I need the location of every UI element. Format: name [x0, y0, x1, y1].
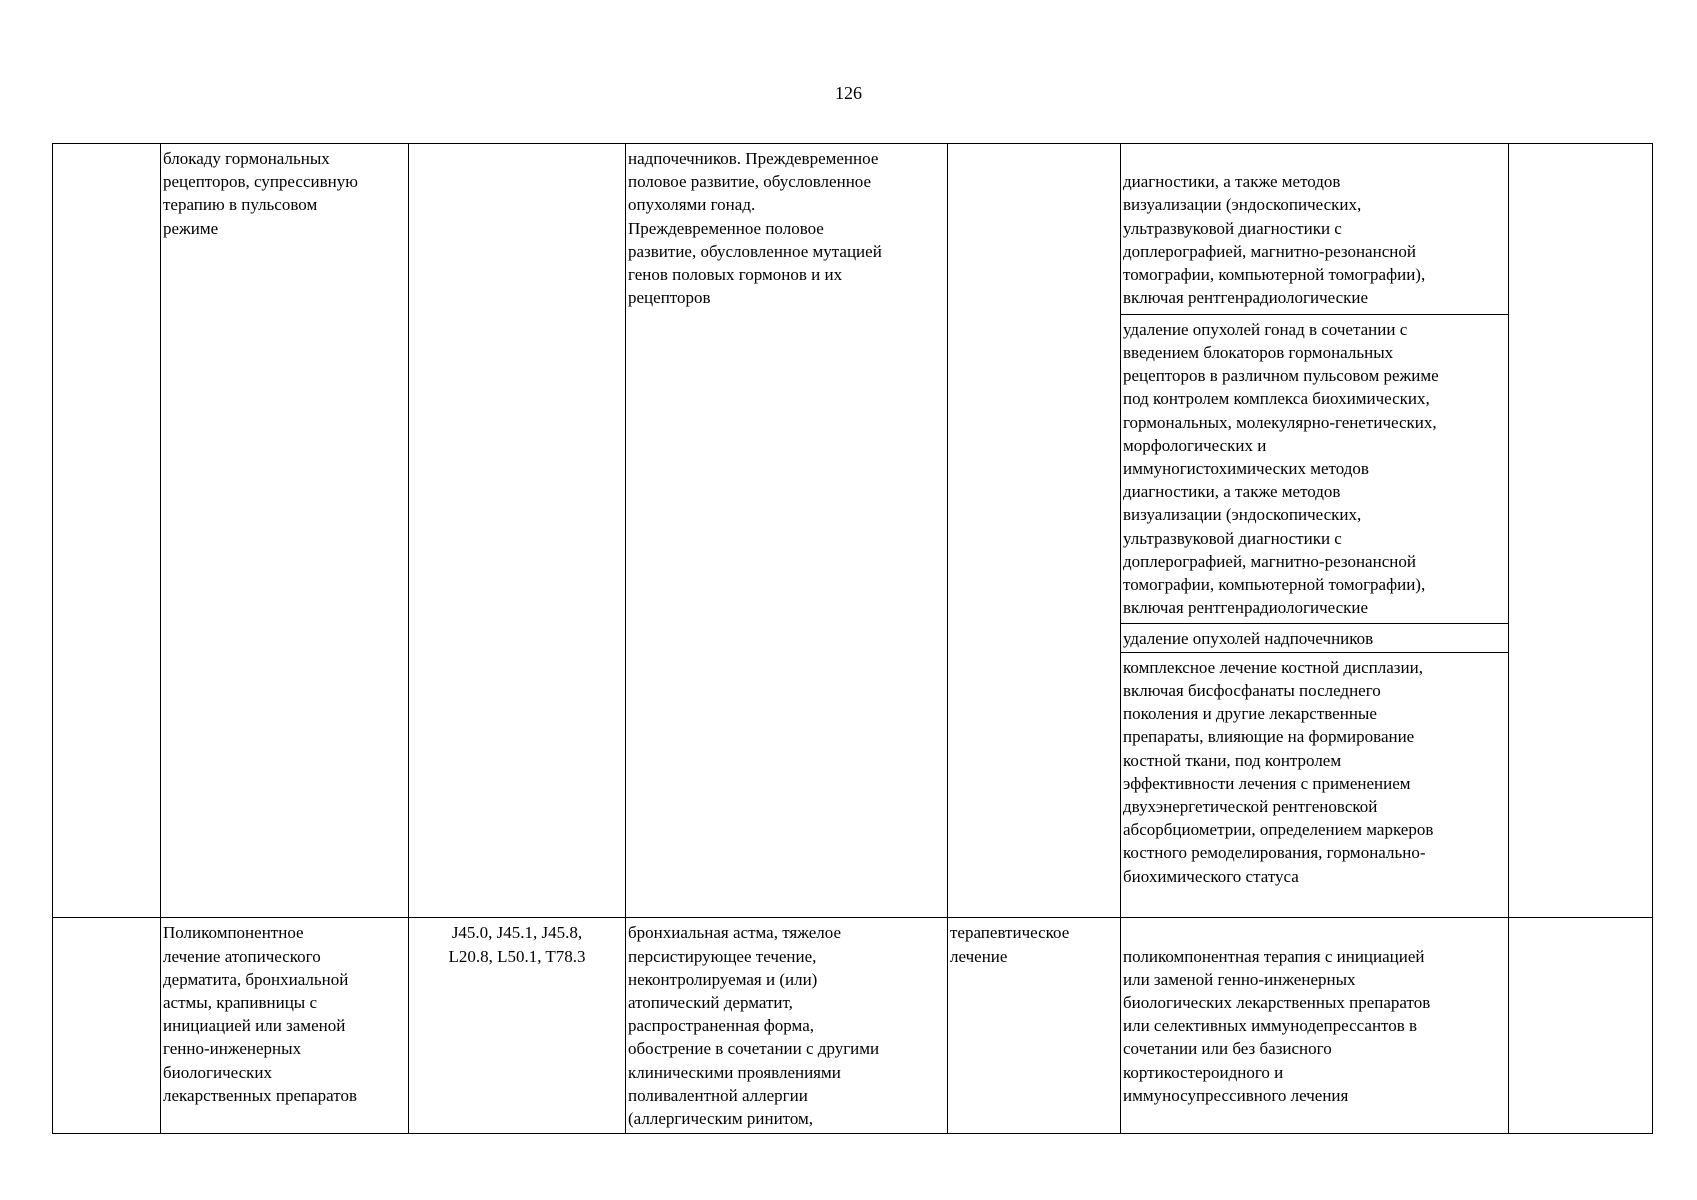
method-item: комплексное лечение костной дисплазии, включая бисфосфанаты последнего поколения и другие лекарственные препараты, влияющие на формирование костной ткани, под контролем эффективности лечения с применением двухэнергетической рентгеновской абсорбциометрии, определением маркеров костного ремоделирования, гормонально- биохимического статуса [1123, 657, 1434, 886]
row-number-cell [53, 918, 161, 1134]
page-number: 126 [835, 83, 862, 103]
method-item: диагностики, а также методов визуализации (эндоскопических, ультразвуковой диагностики с доплерографией, магнитно-резонансной томографии, компьютерной томографии), включая рентгенрадиологические [1121, 167, 1508, 314]
icd-codes-cell [409, 144, 626, 918]
row-number-cell [53, 144, 161, 918]
icd-codes-cell: J45.0, J45.1, J45.8, L20.8, L50.1, T78.3 [409, 918, 626, 1134]
care-type-cell: блокаду гормональных рецепторов, супрессивную терапию в пульсовом режиме [161, 144, 409, 918]
care-type-cell: Поликомпонентное лечение атопического дерматита, бронхиальной астмы, крапивницы с инициацией или заменой генно-инженерных биологических лекарственных препаратов [161, 918, 409, 1134]
method-item: удаление опухолей гонад в сочетании с введением блокаторов гормональных рецепторов в различном пульсовом режиме под контролем комплекса биохимических, гормональных, молекулярно-генетических, морфологических и иммуногистохимических методов диагностики, а также методов визуализации (эндоскопических, ультразвуковой диагностики с доплерографией, магнитно-резонансной томографии, компьютерной томографии), включая рентгенрадиологические [1121, 314, 1508, 623]
treatment-methods-list [1121, 942, 1508, 1107]
method-item: поликомпонентная терапия с инициацией или заменой генно-инженерных биологических лекарственных препаратов или селективных иммунодепрессантов в сочетании или без базисного кортикостероидного и иммуносупрессивного лечения [1123, 946, 1431, 1105]
patient-model-cell: бронхиальная астма, тяжелое персистирующее течение, неконтролируемая и (или) атопический дерматит, распространенная форма, обострение в сочетании с другими клиническими проявлениями поливалентной аллергии (аллергическим ринитом, [626, 918, 948, 1134]
method-item: удаление опухолей надпочечников [1121, 623, 1508, 652]
treatment-type-cell [948, 144, 1121, 918]
last-column-cell [1509, 918, 1653, 1134]
treatment-methods-cell [1121, 918, 1509, 1134]
table-row [53, 144, 1653, 918]
table-row [53, 918, 1653, 1134]
medical-care-table [52, 143, 1653, 1134]
treatment-methods-cell [1121, 144, 1509, 918]
last-column-cell [1509, 144, 1653, 918]
treatment-type-cell: терапевтическое лечение [948, 918, 1121, 1134]
treatment-methods-list [1121, 167, 1508, 894]
patient-model-cell: надпочечников. Преждевременное половое развитие, обусловленное опухолями гонад. Преждевременное половое развитие, обусловленное мутацией генов половых гормонов и их рецепторов [626, 144, 948, 918]
